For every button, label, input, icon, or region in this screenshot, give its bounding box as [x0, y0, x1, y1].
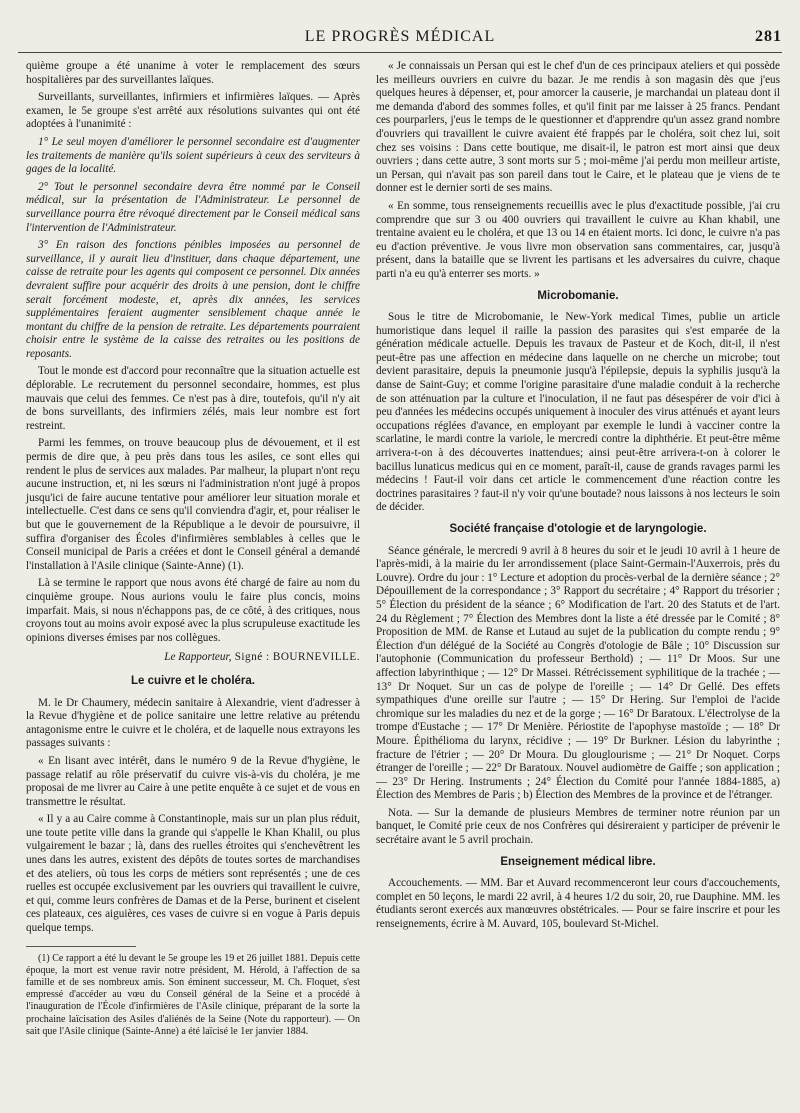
right-column [376, 60, 780, 936]
section-heading-enseignement: Enseignement médical libre. [500, 855, 656, 868]
page-number: 281 [755, 28, 782, 45]
paragraph: Parmi les femmes, on trouve beaucoup plus de dévouement, et il est permis de dire que, à peu près dans tous les asiles, ce sont elles qui rendent le plus de services aux malades. Par malheur, la plupart n'ont reçu aucune instruction, et, ni les sœurs ni l'administration n'ont jugé à propos jusqu'ici de faire aucune tentative pour améliorer leur situation morale et intellectuelle. C'est dans ce sens qu'il conviendra d'agir, et, pour réaliser le but que le gouvernement de la République a le devoir de poursuivre, il suffira d'organiser des Écoles d'infirmières semblables à celles que le Conseil municipal de Paris a créées et dont le Conseil général a demandé l'installation à l'Asile clinique (Sainte-Anne) (1). [26, 437, 360, 572]
paragraph: « En somme, tous renseignements recueillis avec le plus d'exactitude possible, j'ai cru comprendre que sur 3 ou 400 ouvriers qui travaillent le cuivre au Khan khabil, une trentaine avaient eu le choléra, et que 13 ou 14 en étaient morts. Ici donc, le cuivre n'a pas eu d'action préventive. Je vous livre mon observation sans commentaires, car, jusqu'à présent, dans la bataille que se livrent les partisans et les adversaires du cuivre, chaque parti n'a eu qu'à enterrer ses morts. » [376, 199, 780, 280]
footnote: (1) Ce rapport a été lu devant le 5e groupe les 19 et 26 juillet 1881. Depuis cette époque, la mort est venue ravir notre président, M. Hérold, à l'affection de sa famille et de ses nombreux amis. Son éminent successeur, M. Ch. Floquet, s'est empressé d'accéder au vœu du Conseil général de la Seine et a procédé à l'inauguration de l'École d'infirmières de l'Asile clinique, préparant de la sorte la prochaine laïcisation des Asiles d'aliénés de la Seine (Note du rapporteur). — On sait que l'Asile clinique (Sainte-Anne) a été laïcisé le 1er janvier 1884. [26, 952, 360, 1037]
section-heading-otologie: Société française d'otologie et de laryngologie. [449, 523, 707, 535]
paragraph: Surveillants, surveillantes, infirmiers et infirmières laïques. — Après examen, le 5e groupe s'est arrêté aux résolutions suivantes qui ont été adoptées à l'unanimité : [26, 91, 360, 131]
page-header [0, 28, 800, 54]
paragraph: « En lisant avec intérêt, dans le numéro 9 de la Revue d'hygiène, le passage relatif au rôle préservatif du cuivre vis-à-vis du choléra, je me proposai de me livrer au Caire à une petite enquête à ce sujet et de vous en transmettre le résultat. [26, 754, 360, 808]
paragraph: « Je connaissais un Persan qui est le chef d'un de ces principaux ateliers et qui possède les meilleurs ouvriers en cuivre du bazar. Je me rendis à son magasin dès que j'eus quelques heures à dépenser, et, pour amorcer la causerie, je marchandai un plateau dont il me demanda d'abord des sommes folles, et qu'il finit par me laisser à 25 francs. Pendant ces pourparlers, j'eus le temps de le questionner et d'apprendre qu'un assez grand nombre d'ouvriers qui travaillent le cuivre avaient été frappés par le choléra, soit chez lui, soit chez ses voisins : Dans cette boutique, me disait-il, le patron est mort ainsi que deux ouvriers ; dans cette autre, 3 sont morts sur 5 ; moi-même j'ai perdu mon meilleur artiste, un Persan, qui n'avait pas son pareil dans tout le Caire, et le plateau que je viens de te donner est le dernier sorti de ses mains. [376, 60, 780, 195]
resolution-2: 2° Tout le personnel secondaire devra être nommé par le Conseil médical, sur la présentation de l'Administrateur. Le personnel de surveillance pourra être révoqué directement par le Conseil médical sans l'intervention de l'Administrateur. [26, 180, 360, 234]
paragraph: M. le Dr Chaumery, médecin sanitaire à Alexandrie, vient d'adresser à la Revue d'hygiène et de police sanitaire une lettre relative au prétendu antagonisme entre le cuivre et le choléra, et de laquelle nous extrayons les passages suivants : [26, 696, 360, 750]
paragraph: Là se termine le rapport que nous avons été chargé de faire au nom du cinquième groupe. Nous aurions voulu le faire plus concis, moins imparfait. Mais, si nous n'échappons pas, de ce côté, à des critiques, nous croyons tout au moins avoir exposé avec la plus scrupuleuse exactitude les opinions diverses émises par nos collègues. [26, 577, 360, 644]
signature-prefix: Le Rapporteur, [164, 651, 232, 664]
paragraph: Accouchements. — MM. Bar et Auvard recommenceront leur cours d'accouchements, complet en 50 leçons, le mardi 22 avril, à 4 heures 1/2 du soir, 20, rue Dauphine. MM. les étudiants seront exercés aux manœuvres obstétricales. — Pour se faire inscrire et pour les renseignements, écrire à M. Auvard, 105, boulevard St-Michel. [376, 877, 780, 931]
paragraph: Tout le monde est d'accord pour reconnaître que la situation actuelle est déplorable. Le recrutement du personnel secondaire, hommes, est plus mauvais que celui des femmes. Ce n'est pas à dire, toutefois, qu'il n'y ait de bons surveillants, des infirmiers zélés, mais leur nombre est fort restreint. [26, 365, 360, 432]
journal-title: LE PROGRÈS MÉDICAL [304, 28, 496, 45]
section-heading-microbomanie: Microbomanie. [537, 289, 619, 302]
paragraph: Sous le titre de Microbomanie, le New-York medical Times, publie un article humoristique dans lequel il raille la passion des parasites qui s'est emparée de la génération médicale actuelle. Depuis les travaux de Pasteur et de Koch, dit-il, il n'est peut-être pas une affection en médecine dans laquelle on ne cherche un microbe; tout devient parasitaire, depuis la pneumonie jusqu'à l'épilepsie, depuis la syphilis jusqu'à la danse de Saint-Guy; et comme l'origine parasitaire d'une maladie conduit à la recherche de son atténuation par la culture et l'inoculation, il ne faut pas désespérer de voir d'ici à peu d'années les médecins occupés uniquement à inoculer des virus atténués et ayant leurs occupations réglées d'avance, en employant par exemple le lundi à vacciner contre la scarlatine, le mardi contre la variole, le mercredi contre la diphthérie. Et peut-être même arrivera-t-on à des découvertes inattendues; ainsi peut-être arrivera-t-on à colorer le bacillus lunaticus medicus qui en ce moment, paraît-il, cause de grands ravages parmi les médecins ! Faut-il voir dans cet article le commencement d'une réaction contre les doctrines parasitaires ? faut-il n'y voir qu'une boutade? nous laissons à nos lecteurs le soin de décider. [376, 311, 780, 514]
section-heading-cholera: Le cuivre et le choléra. [130, 674, 255, 687]
header-rule [18, 52, 782, 53]
paragraph: « Il y a au Caire comme à Constantinople, mais sur un plan plus réduit, une toute petite ville dans la grande qui s'appelle le Khan Khalil, ou plus vulgairement le bazar ; là, dans des ruelles étroites qui s'enchevêtrent les unes dans les autres, existent des dépôts de toutes sortes de marchandises et des ateliers, où tous les corps de métiers sont représentés ; une de ces ruelles est occupée exclusivement par les ouvriers qui travaillent le cuivre, et qui, comme leurs confrères de Damas et de la Perse, burinent et ciselent ces plateaux, ces aiguières, ces vases de cuivre si en vogue à Paris depuis quelque temps. [26, 813, 360, 935]
paragraph: quième groupe a été unanime à voter le remplacement des sœurs hospitalières par des surveillantes laïques. [26, 60, 360, 86]
resolution-3: 3° En raison des fonctions pénibles imposées au personnel de surveillance, il y aurait lieu d'instituer, dans chaque département, une caisse de retraite pour les agents qui composent ce personnel. Dix années devraient suffire pour acquérir des droits à une pension, dont le chiffre serait forcément modeste, et, après dix années, les services supplémentaires feraient augmenter sensiblement chaque année le montant du chiffre de la pension de retraite. Les départements pourraient choisir entre le système de la caisse des retraites ou les positions de reposants. [26, 239, 360, 360]
left-column [26, 60, 360, 1042]
signature-name: Signé : BOURNEVILLE. [231, 651, 360, 664]
footnote-rule [26, 946, 136, 947]
paragraph: Séance générale, le mercredi 9 avril à 8 heures du soir et le jeudi 10 avril à 1 heure de l'après-midi, à la mairie du Ier arrondissement (place Saint-Germain-l'Auxerrois, près du Louvre). Ordre du jour : 1° Lecture et adoption du procès-verbal de la dernière séance ; 2° Dépouillement de la correspondance ; 3° Rapport du secrétaire ; 4° Rapport du trésorier ; 5° Élection du président de la séance ; 6° Modification de l'art. 20 des Statuts et de l'art. 24 du Règlement ; 7° Élection des Membres dont la liste a été dressée par le Comité ; 8° Proposition de MM. de Ranse et Lutaud au sujet de la publication du compte rendu ; 9° Élection d'un délégué de la Société au Congrès d'otologie de Bâle ; 10° Discussion sur l'autophonie (Communication du professeur Berthold) ; — 11° Dr Moos. Sur une affection labyrinthique ; — 12° Dr Massei. Rétrécissement syphilitique de la trachée ; — 13° Dr Noquet. Sur un cas de polype de l'oreille ; — 14° Dr Gellé. Des effets sympathiques d'une oreille sur l'autre ; — 15° Dr Hering. Sur l'emploi de l'acide chromique sur les maladies du nez et de la gorge ; — 16° Dr Baratoux. L'électrolyse de la trompe d'Eustache ; — 17° Dr Menière. Périostite de l'apophyse mastoïde ; — 18° Dr Moure. Épithélioma du larynx, récidive ; — 19° Dr Burkner. Lésion du labyrinthe ; fracture de l'étrier ; — 20° Dr Moura. Du glouglourisme ; — 21° Dr Noquet. Corps étranger de l'oreille ; — 22° Dr Baratoux. Nouvel audiomètre de Gaiffe ; son application ; — 23° Dr Hering. Instruments ; 24° Élection du Comité pour l'année 1884-1885, a) Élection des Membres de Paris ; b) Élection des Membres de la province et de l'étranger. [376, 544, 780, 802]
resolution-1: 1° Le seul moyen d'améliorer le personnel secondaire est d'augmenter les traitements de manière qu'ils soient supérieurs à ceux des serviteurs à gages de la localité. [26, 135, 360, 176]
signature-line [26, 651, 360, 665]
paragraph: Nota. — Sur la demande de plusieurs Membres de terminer notre réunion par un banquet, le Comité prie ceux de nos Confrères qui désireraient y participer de prévenir le secrétaire avant le 5 avril prochain. [376, 806, 780, 847]
